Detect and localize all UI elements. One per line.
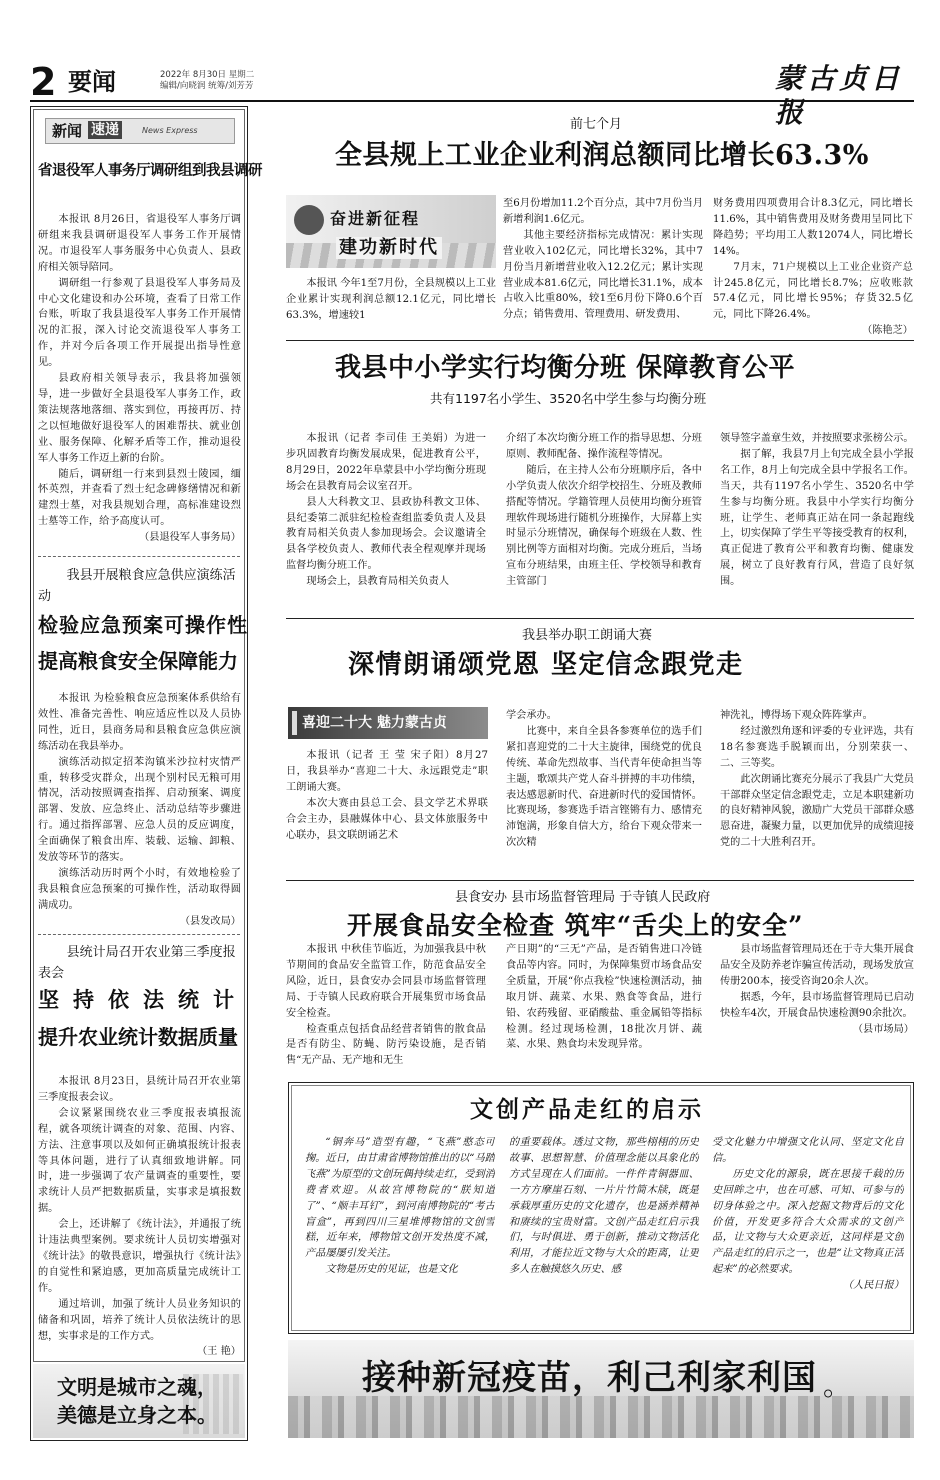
article3-kicker: 我县举办职工朗诵大赛 <box>522 628 653 643</box>
side3-p2: 会议紧紧围绕农业三季度报表填报流程，就各项统计调查的对象、范围、内容、方法、注意事项以及如何正确填报统计报表等具体问题，进行了认真细致地讲解。同时，进一步强调了农产量调查的重要性，要求统计人员严把数据质量，实事求是填报数据。 <box>38 1107 241 1215</box>
article4-kicker: 县食安办 县市场监督管理局 于寺镇人民政府 <box>455 890 711 905</box>
article1-banner-line2: 建功新时代 <box>336 237 442 259</box>
side3-p4: 通过培训，加强了统计人员业务知识的储备和巩固，培养了统计人员依法统计的思想，实事求是的工作方式。 <box>38 1298 241 1342</box>
side-ad-line1: 文明是城市之魂， <box>57 1375 217 1399</box>
article2-col1 <box>286 431 486 590</box>
article1-col1-p1: 本报讯 今年1至7月份，全县规模以上工业企业累计实现利润总额12.1亿元，同比增长63.3%，增速较1 <box>286 278 496 321</box>
side2-headline-1: 检验应急预案可操作性 <box>38 613 248 637</box>
side1-source: （县退役军人事务局） <box>139 532 241 544</box>
side-divider-1 <box>38 556 240 557</box>
side1-p4: 随后，调研组一行来到县烈士陵园，缅怀英烈，并查看了烈士纪念碑修缮情况和新建烈士墓，对我县规划合理，高标准建设烈士墓等工作，给予高度认可。 <box>38 468 241 528</box>
bottom-ad-skyline <box>288 1396 914 1438</box>
article5-col3 <box>712 1135 904 1294</box>
side2-kicker: 我县开展粮食应急供应演练活动 <box>38 568 236 604</box>
article1-kicker: 前七个月 <box>570 117 623 132</box>
article2-col3-p2: 据了解，我县7月上旬完成全县小学报名工作，8月上旬完成全县中学报名工作。当天，共有1197名小学生、3520名中学生参与均衡分班。我县中小学实行均衡分班，让学生、老师真正站在同一条起跑线上，切实保障了学生平等接受教育的权利，真正促进了教育公平和教育均衡、健康发展，树立了良好教育行风，营造了良好氛围。 <box>720 448 914 588</box>
side3-p3: 会上，还讲解了《统计法》，并通报了统计违法典型案例。要求统计人员切实增强对《统计法》的敬畏意识，增强执行《统计法》的自觉性和紧迫感，更加高质量完成统计工作。 <box>38 1219 241 1294</box>
article3-col1 <box>286 748 488 843</box>
side2-p1: 本报讯 为检验粮食应急预案体系供给有效性、准备完善性、响应适应性以及人员协同性，近日，县商务局和县粮食应急供应演练活动在我县举办。 <box>38 693 241 752</box>
bottom-ad-banner <box>288 1340 914 1438</box>
article4-col3 <box>720 942 914 1037</box>
article4-col3-p2: 据悉，今年，县市场监督管理局已启动快检车4次，开展食品快速检测90余批次。 <box>720 991 914 1019</box>
news-express-cn: 新闻 <box>52 122 83 140</box>
side2-p3: 演练活动历时两个小时，有效地检验了我县粮食应急预案的可操作性，活动取得圆满成功。 <box>38 867 241 911</box>
article4-col2-p1: 产日期”的“三无”产品，是否销售进口冷链食品等内容。同时，为保障集贸市场食品安全质量，开展“你点我检”快速检测活动，抽取月饼、蔬菜、水果、熟食等食品，进行铅、农药残留、亚硝酸盐、重金属铅等指标检测。经过现场检测，18批次月饼、蔬菜、水果、熟食均未发现异常。 <box>506 944 702 1051</box>
article1-col2-p2: 其他主要经济指标完成情况：累计实现营业收入102亿元，同比增长32%，其中7月份当月新增营业收入12.2亿元；累计实现营业成本81.6亿元，同比增长31.1%，成本占收入比重80%，较1至6月份下降0.6个百分点；销售费用、管理费用、研发费用、 <box>503 229 703 321</box>
article3-banner-text: 喜迎二十大 魅力蒙古贞 <box>302 715 447 731</box>
news-express-cn2: 速递 <box>88 121 122 139</box>
divider-a2 <box>286 618 914 619</box>
article5-source: （人民日报） <box>842 1280 904 1292</box>
side3-headline-1: 坚持依法统计 <box>38 987 248 1012</box>
masthead-rule <box>30 100 914 102</box>
article5-col2-p1: 的重要载体。透过文物，那些栩栩的历史故事、思想智慧、价值理念能以具象化的方式呈现在人们面前。一件件青铜器皿、一方方摩崖石刻、一片片竹简木牍，既是承载厚重历史的文化遗存，也是涵养精神和赓续的宝贵财富。文创产品走红启示我们，与时俱进、勇于创新，推动文物活化利用，才能拉近文物与大众的距离，让更多人在触摸悠久历史、感 <box>509 1137 699 1276</box>
divider-a1 <box>286 340 914 341</box>
article2-col2-p2: 随后，在主持人公布分班顺序后，各中小学负责人依次介绍学校招生、分班及教师搭配等情况。学籍管理人员使用均衡分班管理软件现场进行随机分班操作，大屏幕上实时显示分班情况，确保每个班级在人数、性别比例等方面相对均衡。完成分班后，当场宣布分班结果，由班主任、学校领导和教育主管部门 <box>506 464 702 588</box>
article5-col2 <box>509 1135 699 1278</box>
side-ad-line2: 美德是立身之本。 <box>57 1403 217 1427</box>
date-line: 2022年 8月30日 星期二 <box>160 70 255 80</box>
side3-source: （王 艳） <box>197 1346 241 1358</box>
section-name: 要闻 <box>68 68 116 96</box>
paper-name-logo: 蒙古贞日报 <box>775 62 904 129</box>
editors-line: 编辑/向晓润 统筹/刘芳芳 <box>160 81 254 91</box>
side1-body <box>38 212 241 546</box>
article5-col1 <box>305 1135 495 1278</box>
article1-headline: 全县规上工业企业利润总额同比增长63.3% <box>335 140 869 171</box>
article3-col2-p2: 比赛中，来自全县各参赛单位的选手们紧扣喜迎党的二十大主旋律，围绕党的优良传统、革命先烈故事、当代青年使命担当等主题，歌颂共产党人奋斗拼搏的丰功伟绩，表达感恩新时代、奋进新时代的爱国情怀。比赛现场，参赛选手语言铿锵有力、感情充沛饱满，形象自信大方，给台下观众带来一次次精 <box>506 725 702 849</box>
article3-col3 <box>720 708 914 851</box>
article3-banner <box>288 707 488 739</box>
side3-headline-2: 提升农业统计数据质量 <box>38 1025 238 1049</box>
news-express-en: News Express <box>142 126 198 135</box>
side-ad <box>33 1364 245 1438</box>
party-emblem-icon <box>294 205 324 235</box>
article5-col3-p1: 受文化魅力中增强文化认同、坚定文化自信。 <box>712 1137 904 1164</box>
article3-col3-p3: 此次朗诵比赛充分展示了我县广大党员干部群众坚定信念跟党走，立足本职建新功的良好精神风貌，激励广大党员干部群众感恩奋进，凝聚力量，以更加优异的成绩迎接党的二十大胜利召开。 <box>720 773 914 849</box>
article1-col2-p1: 至6月份增加11.2个百分点，其中7月份当月新增利润1.6亿元。 <box>503 198 703 225</box>
article2-col2 <box>506 431 702 590</box>
article2-col1-p1: 本报讯（记者 李司佳 王美娟）为进一步巩固教育均衡发展成果，促进教育公平，8月29日，2022年阜蒙县中小学均衡分班现场会在县教育局会议室召开。 <box>286 433 486 492</box>
article4-col1-p1: 本报讯 中秋佳节临近，为加强我县中秋节期间的食品安全监管工作，防范食品安全风险，近日，县食安办会同县市场监督管理局、于寺镇人民政府联合开展集贸市场食品安全检查。 <box>286 944 486 1019</box>
article1-source: （陈艳芝） <box>862 325 913 337</box>
side3-kicker: 县统计局召开农业第三季度报表会 <box>38 945 236 981</box>
article5-col1-p1: “铜奔马”造型有趣，“飞燕”憨态可掬。近日，由甘肃省博物馆推出的以“马踏飞燕”为原型的文创玩偶持续走红，受到消费者欢迎。从故宫博物院的“朕知道了”、“顺丰耳钉”，到河南博物院的“考古盲盒”，再到四川三星堆博物馆的文创雪糕，近年来，博物馆文创开发热度不减，产品屡屡引发关注。 <box>305 1137 495 1260</box>
article1-banner <box>286 195 496 268</box>
side3-p1: 本报讯 8月23日，县统计局召开农业第三季度报表会议。 <box>38 1076 241 1103</box>
side2-headline-2: 提高粮食安全保障能力 <box>38 649 238 673</box>
article4-headline: 开展食品安全检查 筑牢“舌尖上的安全” <box>347 911 804 940</box>
article5-headline: 文创产品走红的启示 <box>470 1096 704 1123</box>
article3-headline: 深情朗诵颂党恩 坚定信念跟党走 <box>348 650 744 680</box>
article2-col2-p1: 介绍了本次均衡分班工作的指导思想、分班原则、教师配备、操作流程等情况。 <box>506 433 702 460</box>
side1-p1: 本报讯 8月26日，省退役军人事务厅调研组来我县调研退役军人事务工作开展情况。市退役军人事务服务中心负责人、县政府相关领导陪同。 <box>38 214 241 273</box>
article2-subhead: 共有1197名小学生、3520名中学生参与均衡分班 <box>430 391 707 406</box>
side2-source: （县发改局） <box>179 915 241 927</box>
article1-col3-p2: 7月末，71户规模以上工业企业资产总计245.8亿元，同比增长8.7%；应收账款57.4亿元，同比增长95%；存货32.5亿元，同比下降26.4%。 <box>713 261 913 321</box>
article2-col1-p2: 县人大科教文卫、县政协科教文卫体、县纪委第二派驻纪检检查组监委负责人及县教育局相关负责人参加现场会。会议邀请全县各学校负责人、教师代表全程观摩并现场监督均衡分班工作。 <box>286 496 486 572</box>
article1-col3-p1: 财务费用四项费用合计8.3亿元，同比增长11.6%，其中销售费用及财务费用呈同比下降趋势；平均用工人数12074人，同比增长14%。 <box>713 198 913 257</box>
article1-banner-line1: 奋进新征程 <box>330 209 421 228</box>
side-divider-2 <box>38 934 240 935</box>
article1-col1 <box>286 276 496 324</box>
article5-col1-p2: 文物是历史的见证，也是文化 <box>325 1264 458 1276</box>
article4-col2 <box>506 942 702 1053</box>
article2-headline: 我县中小学实行均衡分班 保障教育公平 <box>335 353 796 383</box>
article5-col3-p2: 历史文化的源泉，既在思接千载的历史回眸之中，也在可感、可知、可参与的切身体验之中。深入挖掘文物背后的文化价值，开发更多符合大众需求的文创产品，让文物与大众更亲近，这同样是文创产品走红的启示之一，也是“让文物真正活起来”的必然要求。 <box>712 1168 904 1276</box>
side1-headline: 省退役军人事务厅调研组到我县调研 <box>38 162 262 179</box>
page-number: 2 <box>30 60 57 104</box>
side1-p2: 调研组一行参观了县退役军人事务局及中心文化建设和办公环境，查看了日常工作台账，听取了我县退役军人事务工作开展情况的汇报，深入讨论交流退役军人事务工作，并对今后各项工作开展提出指导性意见。 <box>38 277 241 369</box>
news-express-label <box>45 118 235 144</box>
article1-col2 <box>503 196 703 323</box>
article4-source: （县市场局） <box>852 1023 914 1035</box>
article1-col3 <box>713 196 913 339</box>
side2-p2: 演练活动拟定招苯沟镇米沙拉村灾情严重，转移受灾群众，出现个别村民无粮可用情况，活动按照调查指挥、启动预案、调度部署、发放、应急终止、活动总结等步骤进行。通过指挥部署、应急人员的反应调度，全面确保了粮食出库、装载、运输、卸粮、发放等环节的落实。 <box>38 756 241 864</box>
article3-col1-p1: 本报讯（记者 王 莹 宋子阳）8月27日，我县举办“喜迎二十大、永远跟党走”职工朗诵大赛。 <box>286 750 488 793</box>
article3-banner-bar <box>292 711 297 735</box>
article2-col3 <box>720 431 914 590</box>
bottom-ad-text: 接种新冠疫苗，利己利家利国 <box>362 1358 817 1398</box>
article3-col2 <box>506 708 702 851</box>
side1-p3: 县政府相关领导表示，我县将加强领导，进一步做好全县退役军人事务工作，政策法规落地落细、落实到位，再接再厉、持之以恒地做好退役军人的困难帮扶、就业创业、服务保障、化解矛盾等工作，推动退役军人事务工作迈上新的台阶。 <box>38 373 241 464</box>
article2-col3-p1: 领导签字盖章生效，并按照要求张榜公示。 <box>720 433 914 444</box>
article4-col1-p2: 检查重点包括食品经营者销售的散食品是否有防尘、防蝇、防污染设施，是否销售“无产品、无产地和无生 <box>286 1023 486 1067</box>
article3-col2-p1: 学会承办。 <box>506 710 557 721</box>
article4-col1 <box>286 942 486 1069</box>
bottom-ad-end-mark: 。 <box>823 1369 852 1402</box>
article3-col3-p2: 经过激烈角逐和评委的专业评选，共有18名参赛选手脱颖而出，分别荣获一、二、三等奖。 <box>720 725 914 769</box>
article2-col1-p3: 现场会上，县教育局相关负责人 <box>306 576 450 588</box>
side3-body <box>38 1074 241 1360</box>
divider-a3 <box>286 880 914 881</box>
article3-col3-p1: 神洗礼，博得场下观众阵阵掌声。 <box>720 710 873 721</box>
article3-col1-p2: 本次大赛由县总工会、县文学艺术界联合会主办，县融媒体中心、县文体旅服务中心联办，县文联朗诵艺术 <box>286 797 488 841</box>
article4-col3-p1: 县市场监督管理局还在于寺大集开展食品安全及防养老诈骗宣传活动，现场发放宣传册200本，接受咨询20余人次。 <box>720 944 914 987</box>
side2-body <box>38 691 241 930</box>
